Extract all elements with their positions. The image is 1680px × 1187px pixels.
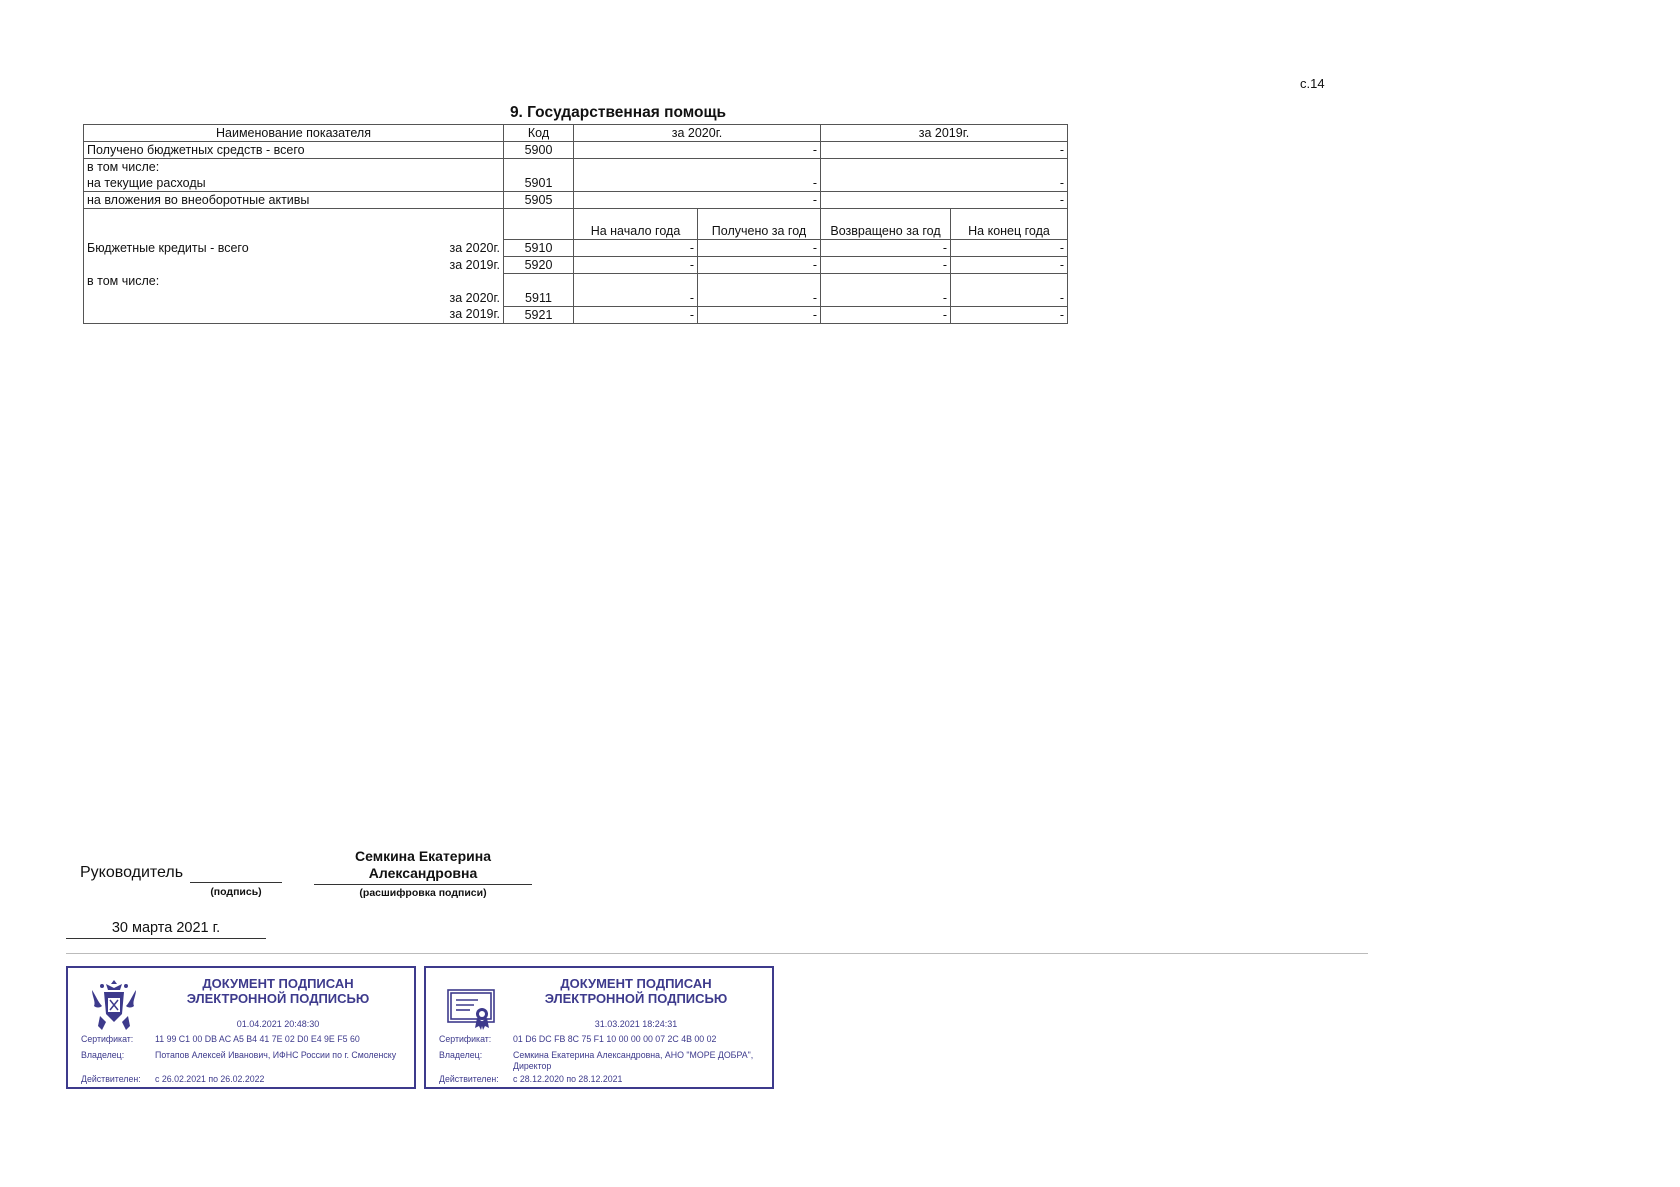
state-aid-table — [83, 124, 1068, 324]
row-value-2020: - — [574, 175, 821, 192]
signer-name-line — [314, 884, 532, 885]
row-code: 5900 — [504, 142, 574, 159]
stamp-timestamp: 01.04.2021 20:48:30 — [236, 1019, 320, 1029]
table-row — [84, 306, 1068, 323]
row-code: 5901 — [504, 175, 574, 192]
stamp-certificate-value: 11 99 C1 00 DB AC A5 B4 41 7E 02 D0 E4 9E F5 60 — [155, 1034, 360, 1044]
table-header-row — [84, 125, 1068, 142]
e-signature-stamp — [66, 966, 416, 1089]
row-value-returned: - — [821, 256, 951, 273]
row-label: в том числе: — [84, 273, 429, 290]
row-period: за 2020г. — [429, 290, 504, 307]
separator — [66, 953, 1368, 954]
certificate-icon — [444, 976, 500, 1034]
row-value-returned: - — [821, 290, 951, 307]
stamp-title-line: ДОКУМЕНТ ПОДПИСАН — [202, 976, 354, 991]
signer-name-caption: (расшифровка подписи) — [359, 887, 487, 899]
row-label: Получено бюджетных средств - всего — [84, 142, 504, 159]
row-period: за 2019г. — [429, 256, 504, 273]
header-2019: за 2019г. — [821, 125, 1068, 142]
row-value-returned: - — [821, 306, 951, 323]
row-value-received: - — [698, 239, 821, 256]
row-period: за 2020г. — [429, 239, 504, 256]
header-code: Код — [504, 125, 574, 142]
table-row — [84, 273, 1068, 290]
stamp-certificate-label: Сертификат: — [439, 1034, 492, 1044]
table-row — [84, 256, 1068, 273]
stamp-owner-value: Семкина Екатерина Александровна, АНО "МОРЕ ДОБРА", Директор — [513, 1050, 754, 1071]
e-signature-stamp — [424, 966, 774, 1089]
stamp-certificate-value: 01 D6 DC FB 8C 75 F1 10 00 00 00 07 2C 4B 00 02 — [513, 1034, 717, 1044]
row-period: за 2019г. — [429, 306, 504, 323]
row-value-2020: - — [574, 142, 821, 159]
signer-name: Семкина Екатерина Александровна — [355, 848, 491, 881]
stamp-owner-value: Потапов Алексей Иванович, ИФНС России по г. Смоленску — [155, 1050, 397, 1060]
row-code: 5920 — [504, 256, 574, 273]
signature-line — [190, 882, 282, 883]
russian-emblem-icon — [86, 976, 142, 1034]
table-row — [84, 239, 1068, 256]
row-value-received: - — [698, 256, 821, 273]
credit-header-row — [84, 209, 1068, 240]
stamp-valid-label: Действителен: — [81, 1074, 141, 1084]
table-row — [84, 192, 1068, 209]
row-label: на вложения во внеоборотные активы — [84, 192, 504, 209]
stamp-valid-label: Действителен: — [439, 1074, 499, 1084]
table-row — [84, 290, 1068, 307]
header-name: Наименование показателя — [84, 125, 504, 142]
stamp-timestamp: 31.03.2021 18:24:31 — [594, 1019, 678, 1029]
row-value-received: - — [698, 290, 821, 307]
signer-role: Руководитель — [80, 864, 184, 881]
stamp-owner-label: Владелец: — [439, 1050, 483, 1060]
row-label: Бюджетные кредиты - всего — [84, 239, 429, 256]
row-code: 5910 — [504, 239, 574, 256]
stamp-valid-value: с 26.02.2021 по 26.02.2022 — [155, 1074, 265, 1084]
table-row — [84, 142, 1068, 159]
stamp-title-line: ЭЛЕКТРОННОЙ ПОДПИСЬЮ — [544, 991, 728, 1006]
row-code: 5921 — [504, 306, 574, 323]
row-value-start: - — [574, 306, 698, 323]
row-value-2019: - — [821, 142, 1068, 159]
row-label: в том числе: — [84, 159, 504, 176]
stamp-certificate-label: Сертификат: — [81, 1034, 134, 1044]
row-value-end: - — [951, 256, 1068, 273]
header-received: Получено за год — [698, 209, 821, 240]
row-value-returned: - — [821, 239, 951, 256]
header-2020: за 2020г. — [574, 125, 821, 142]
row-value-start: - — [574, 290, 698, 307]
stamp-valid-value: с 28.12.2020 по 28.12.2021 — [513, 1074, 623, 1084]
stamp-title — [168, 976, 388, 1006]
row-value-end: - — [951, 290, 1068, 307]
signature-date: 30 марта 2021 г. — [111, 920, 221, 936]
row-value-start: - — [574, 239, 698, 256]
row-code: 5905 — [504, 192, 574, 209]
stamp-owner-label: Владелец: — [81, 1050, 125, 1060]
header-end: На конец года — [951, 209, 1068, 240]
date-line — [66, 938, 266, 939]
row-value-2019: - — [821, 192, 1068, 209]
row-value-received: - — [698, 306, 821, 323]
header-start: На начало года — [574, 209, 698, 240]
header-returned: Возвращено за год — [821, 209, 951, 240]
section-title: 9. Государственная помощь — [509, 104, 727, 121]
row-label: на текущие расходы — [84, 175, 504, 192]
signature-caption: (подпись) — [210, 886, 262, 898]
stamp-title — [526, 976, 746, 1006]
table-row — [84, 175, 1068, 192]
table-row — [84, 159, 1068, 176]
row-code: 5911 — [504, 290, 574, 307]
page-number: с.14 — [1300, 76, 1325, 91]
stamp-title-line: ЭЛЕКТРОННОЙ ПОДПИСЬЮ — [186, 991, 370, 1006]
row-value-2020: - — [574, 192, 821, 209]
row-value-end: - — [951, 239, 1068, 256]
stamp-title-line: ДОКУМЕНТ ПОДПИСАН — [560, 976, 712, 991]
row-value-2019: - — [821, 175, 1068, 192]
row-value-end: - — [951, 306, 1068, 323]
row-value-start: - — [574, 256, 698, 273]
